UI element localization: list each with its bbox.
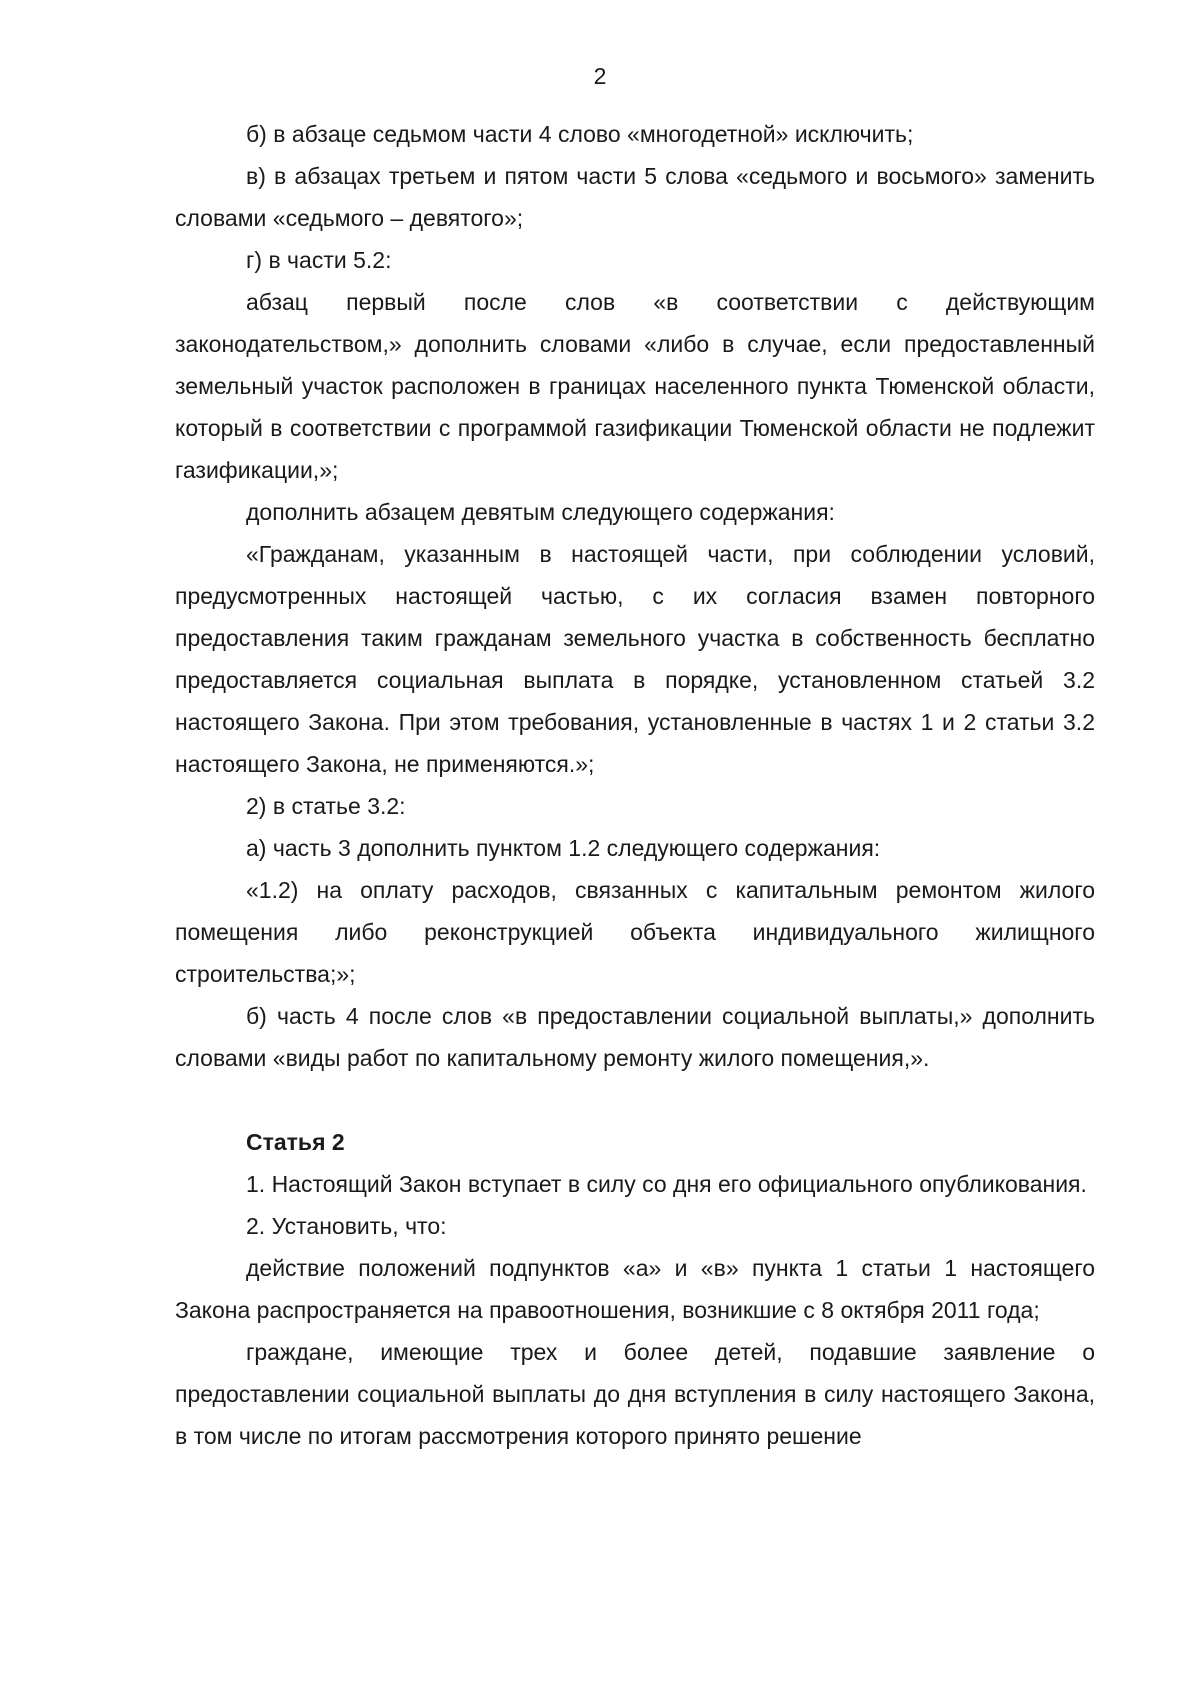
article-2-paragraph-4: граждане, имеющие трех и более детей, подавшие заявление о предоставлении социальной выплаты до дня вступления в силу настоящего Закона, в том числе по итогам рассмотрения которого принято решение	[175, 1339, 1095, 1449]
paragraph-b-part-4: б) часть 4 после слов «в предоставлении социальной выплаты,» дополнить словами «виды работ по капитальному ремонту жилого помещения,».	[175, 1003, 1095, 1071]
paragraph-add-ninth-abzac: дополнить абзацем девятым следующего содержания:	[246, 499, 835, 525]
paragraph-article-3-2: 2) в статье 3.2:	[246, 793, 406, 819]
paragraph-v-item: в) в абзацах третьем и пятом части 5 слова «седьмого и восьмого» заменить словами «седьмого – девятого»;	[175, 163, 1095, 231]
article-2-paragraph-1: 1. Настоящий Закон вступает в силу со дня его официального опубликования.	[246, 1171, 1087, 1197]
paragraph-b-item: б) в абзаце седьмом части 4 слово «многодетной» исключить;	[246, 121, 914, 147]
page-number: 2	[593, 63, 607, 89]
paragraph-quoted-1-2: «1.2) на оплату расходов, связанных с капитальным ремонтом жилого помещения либо реконструкцией объекта индивидуального жилищного строительства;»;	[175, 877, 1095, 987]
paragraph-first-abzac: абзац первый после слов «в соответствии с действующим законодательством,» дополнить словами «либо в случае, если предоставленный земельный участок расположен в границах населенного пункта Тюменской области, который в соответствии с программой газификации Тюменской области не подлежит газификации,»;	[175, 289, 1095, 483]
document-body	[175, 113, 1095, 1457]
paragraph-a-part-3: а) часть 3 дополнить пунктом 1.2 следующего содержания:	[246, 835, 881, 861]
section-spacer	[175, 1079, 1095, 1121]
article-2-paragraph-2: 2. Установить, что:	[246, 1213, 447, 1239]
paragraph-g-item: г) в части 5.2:	[246, 247, 392, 273]
article-2-paragraph-3: действие положений подпунктов «а» и «в» пункта 1 статьи 1 настоящего Закона распространяется на правоотношения, возникшие с 8 октября 2011 года;	[175, 1255, 1095, 1323]
article-2-heading: Статья 2	[246, 1129, 345, 1155]
paragraph-quoted-citizens: «Гражданам, указанным в настоящей части, при соблюдении условий, предусмотренных настоящей частью, с их согласия взамен повторного предоставления таким гражданам земельного участка в собственность бесплатно предоставляется социальная выплата в порядке, установленном статьей 3.2 настоящего Закона. При этом требования, установленные в частях 1 и 2 статьи 3.2 настоящего Закона, не применяются.»;	[175, 541, 1095, 777]
